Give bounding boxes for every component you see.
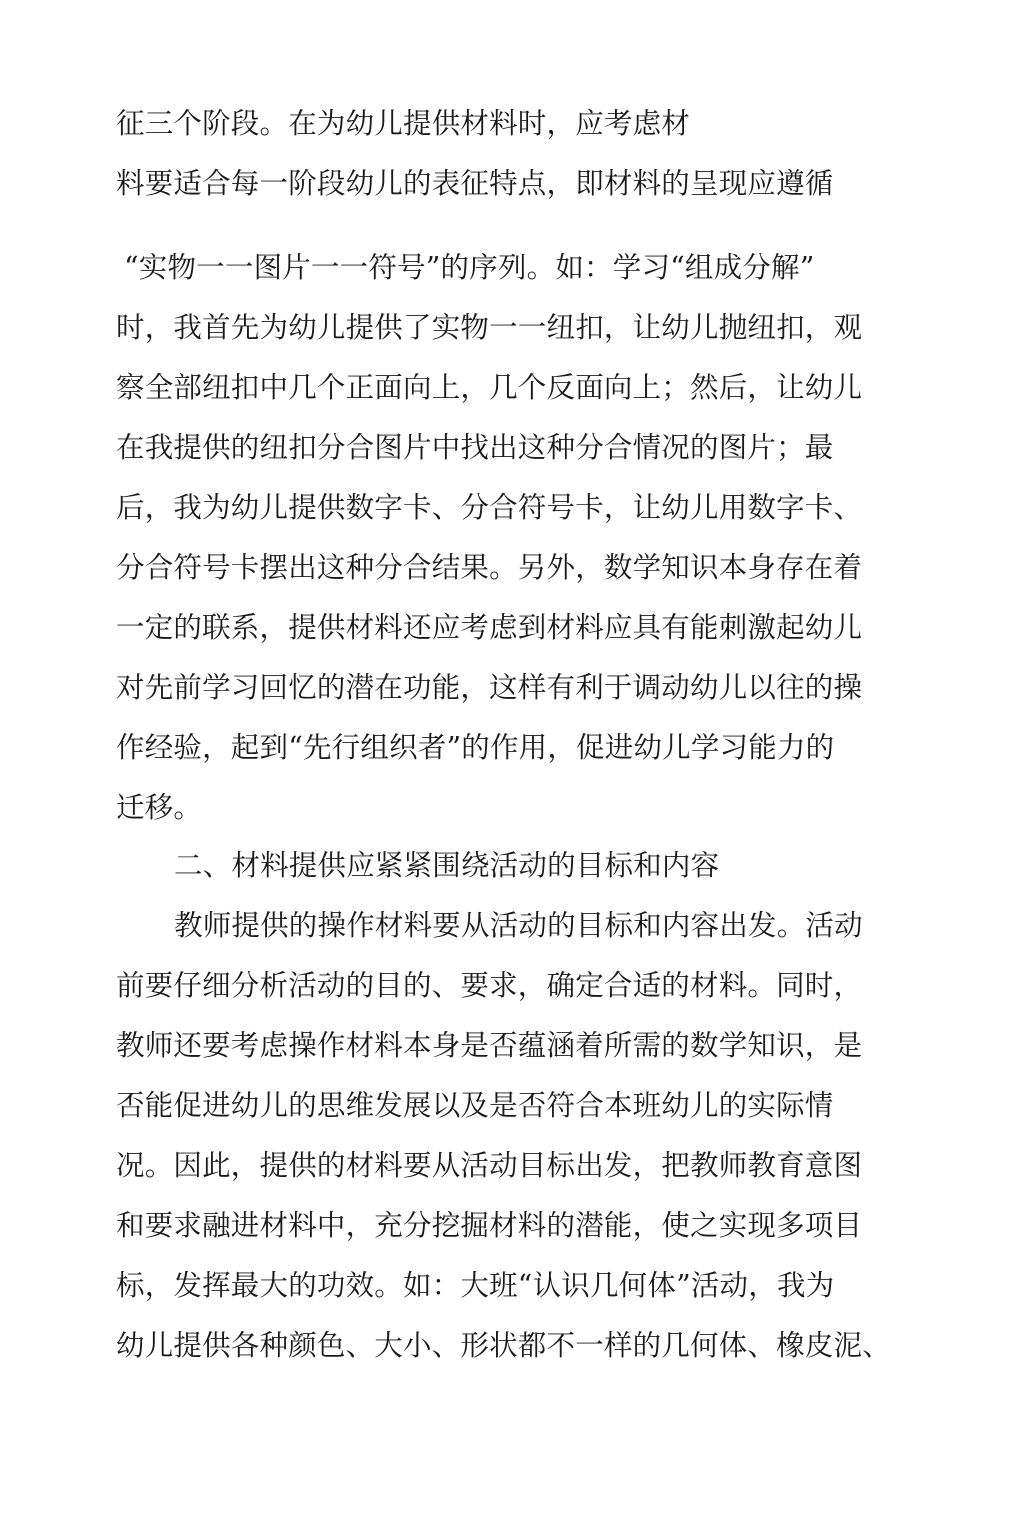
text-line: 迁移。 bbox=[116, 791, 203, 824]
text-line: 教师提供的操作材料要从活动的目标和内容出发。活动 bbox=[174, 909, 863, 942]
text-line: 否能促进幼儿的思维发展以及是否符合本班幼儿的实际情 bbox=[116, 1089, 834, 1122]
text-line: 作经验，起到“先行组织者”的作用，促进幼儿学习能力的 bbox=[116, 731, 835, 764]
text-line: 征三个阶段。在为幼儿提供材料时，应考虑材 bbox=[116, 107, 691, 140]
text-line: “实物一一图片一一符号”的序列。如：学习“组成分解” bbox=[124, 251, 815, 284]
text-line: 幼儿提供各种颜色、大小、形状都不一样的几何体、橡皮泥、 bbox=[116, 1329, 891, 1362]
text-line: 时，我首先为幼儿提供了实物一一纽扣，让幼儿抛纽扣，观 bbox=[116, 311, 863, 344]
text-line: 察全部纽扣中几个正面向上，几个反面向上；然后，让幼儿 bbox=[116, 371, 863, 404]
text-line: 对先前学习回忆的潜在功能，这样有利于调动幼儿以往的操 bbox=[116, 671, 863, 704]
text-line: 况。因此，提供的材料要从活动目标出发，把教师教育意图 bbox=[116, 1149, 863, 1182]
text-line: 在我提供的纽扣分合图片中找出这种分合情况的图片；最 bbox=[116, 431, 834, 464]
section-heading: 二、材料提供应紧紧围绕活动的目标和内容 bbox=[174, 849, 720, 882]
text-line: 和要求融进材料中，充分挖掘材料的潜能，使之实现多项目 bbox=[116, 1209, 863, 1242]
text-line: 分合符号卡摆出这种分合结果。另外，数学知识本身存在着 bbox=[116, 551, 863, 584]
text-line: 一定的联系，提供材料还应考虑到材料应具有能刺激起幼儿 bbox=[116, 611, 863, 644]
text-line: 后，我为幼儿提供数字卡、分合符号卡，让幼儿用数字卡、 bbox=[116, 491, 863, 524]
text-line: 标，发挥最大的功效。如：大班“认识几何体”活动，我为 bbox=[116, 1269, 835, 1302]
text-line: 料要适合每一阶段幼儿的表征特点，即材料的呈现应遵循 bbox=[116, 167, 834, 200]
text-line: 教师还要考虑操作材料本身是否蕴涵着所需的数学知识，是 bbox=[116, 1029, 863, 1062]
text-line: 前要仔细分析活动的目的、要求，确定合适的材料。同时， bbox=[116, 969, 863, 1002]
